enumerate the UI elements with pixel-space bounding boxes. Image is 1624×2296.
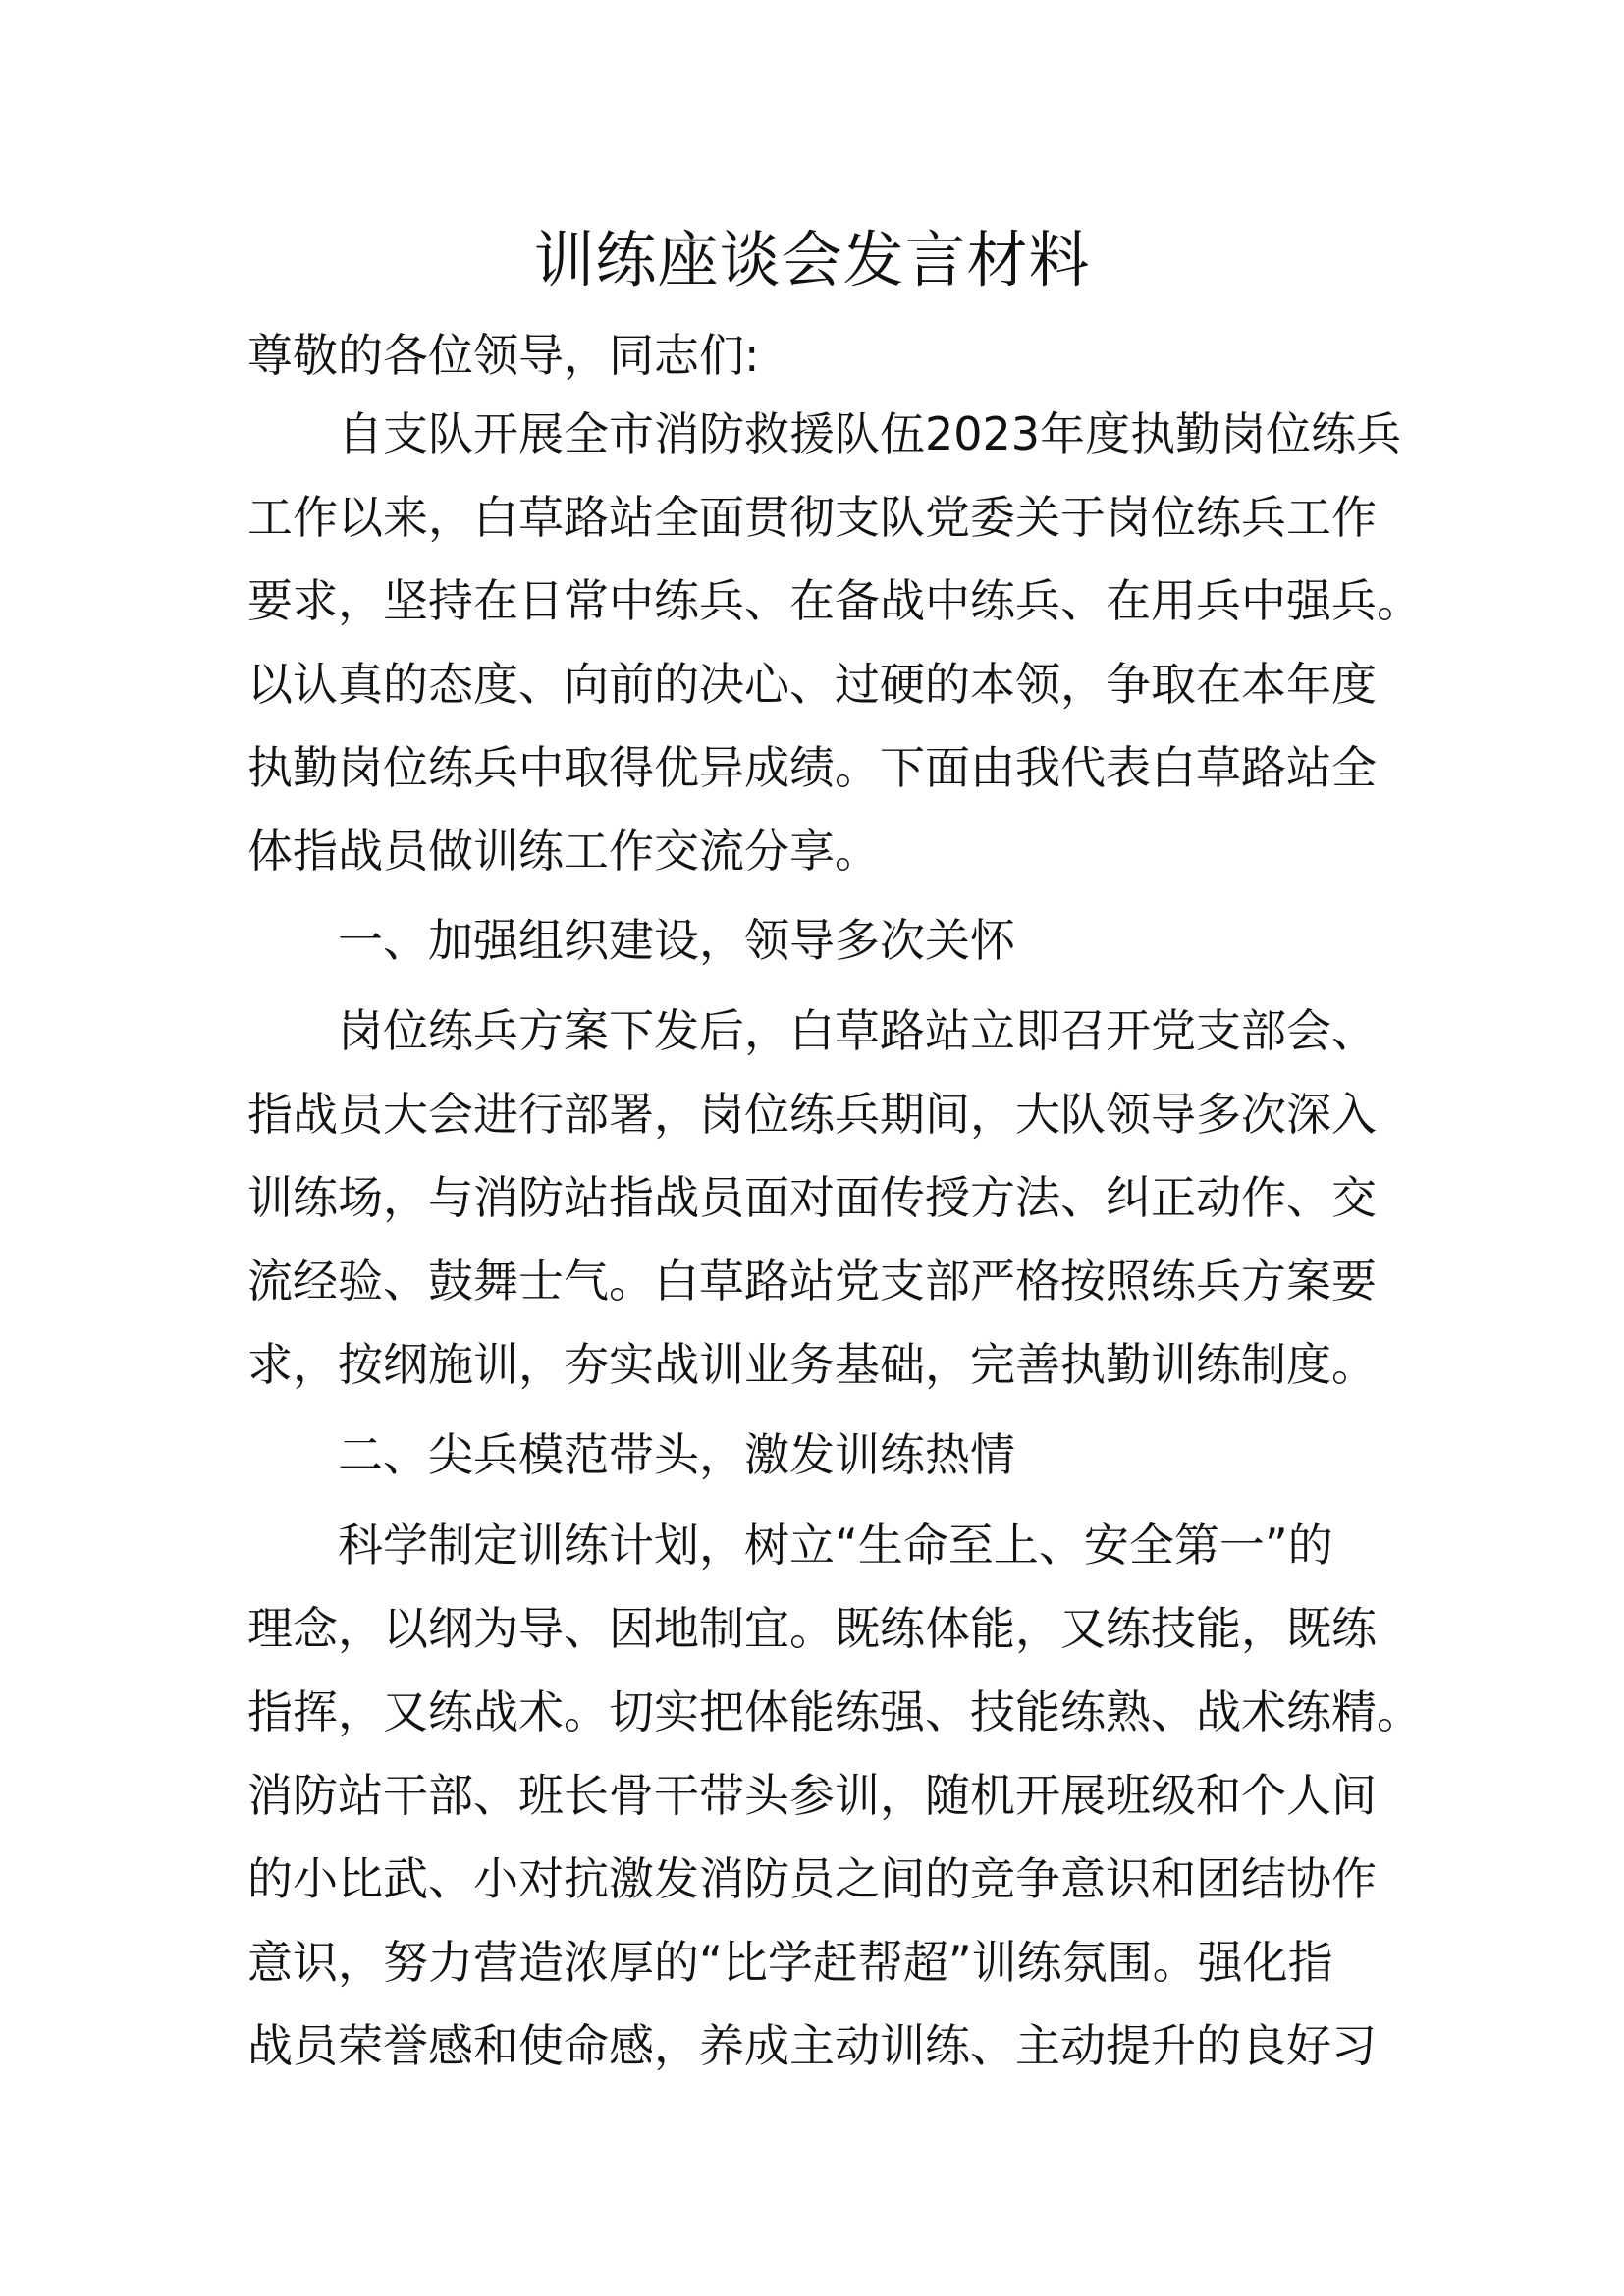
- paragraph-line: 体指战员做训练工作交流分享。: [247, 825, 880, 878]
- paragraph-line: 求，按纲施训，夯实战训业务基础，完善执勤训练制度。: [247, 1338, 1377, 1391]
- paragraph-line: 的小比武、小对抗激发消防员之间的竞争意识和团结协作: [247, 1852, 1377, 1905]
- paragraph-line: 理念，以纲为导、因地制宜。既练体能，又练技能，既练: [247, 1602, 1377, 1655]
- salutation: 尊敬的各位领导，同志们:: [247, 329, 760, 382]
- paragraph-line: 训练场，与消防站指战员面对面传授方法、纠正动作、交: [247, 1171, 1377, 1224]
- paragraph-line: 工作以来，白草路站全面贯彻支队党委关于岗位练兵工作: [247, 491, 1377, 544]
- paragraph-line: 指战员大会进行部署，岗位练兵期间，大队领导多次深入: [247, 1088, 1377, 1141]
- paragraph-line: 流经验、鼓舞士气。白草路站党支部严格按照练兵方案要: [247, 1255, 1377, 1308]
- paragraph-line: 岗位练兵方案下发后，白草路站立即召开党支部会、: [338, 1004, 1377, 1057]
- paragraph-line: 以认真的态度、向前的决心、过硬的本领，争取在本年度: [247, 658, 1377, 711]
- paragraph-line: 自支队开展全市消防救援队伍2023年度执勤岗位练兵: [338, 407, 1402, 460]
- paragraph-line: 要求，坚持在日常中练兵、在备战中练兵、在用兵中强兵。: [247, 574, 1422, 627]
- section-heading-2: 二、尖兵模范带头，激发训练热情: [338, 1428, 1015, 1481]
- document-title: 训练座谈会发言材料: [533, 224, 1091, 295]
- paragraph-line: 战员荣誉感和使命感，养成主动训练、主动提升的良好习: [247, 2019, 1377, 2072]
- paragraph-line: 科学制定训练计划，树立“生命至上、安全第一”的: [338, 1519, 1333, 1572]
- paragraph-line: 指挥，又练战术。切实把体能练强、技能练熟、战术练精。: [247, 1685, 1422, 1738]
- section-heading-1: 一、加强组织建设，领导多次关怀: [338, 914, 1015, 967]
- paragraph-line: 执勤岗位练兵中取得优异成绩。下面由我代表白草路站全: [247, 741, 1377, 794]
- paragraph-line: 意识，努力营造浓厚的“比学赶帮超”训练氛围。强化指: [247, 1936, 1333, 1989]
- paragraph-line: 消防站干部、班长骨干带头参训，随机开展班级和个人间: [247, 1769, 1377, 1822]
